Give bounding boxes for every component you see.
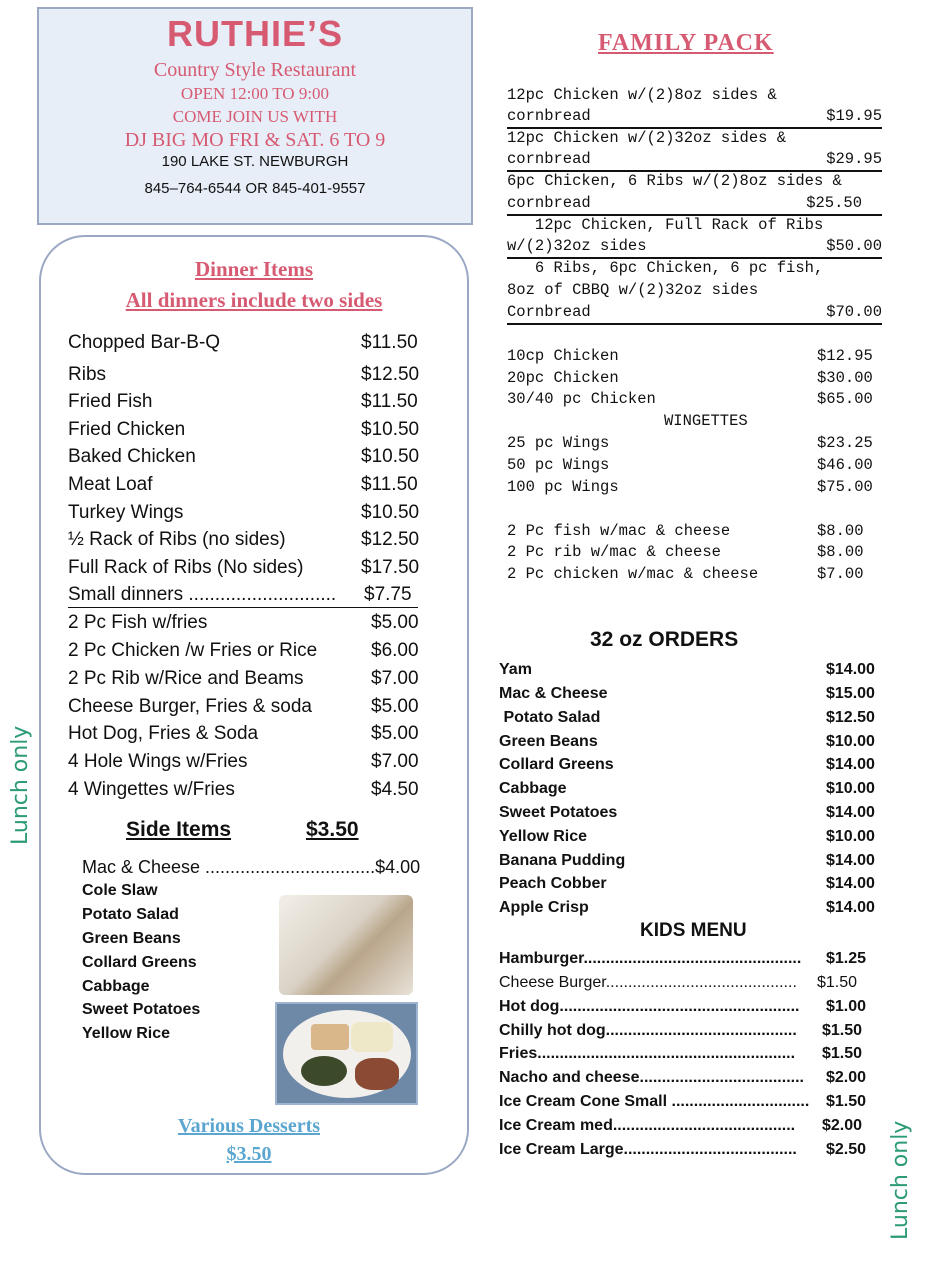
- side-item: Potato Salad: [82, 906, 179, 923]
- order-row: [499, 825, 884, 849]
- kids-row: [499, 995, 884, 1019]
- kids-item-name: Ice Cream Cone Small ...............................: [499, 1093, 810, 1110]
- wings-row: [507, 476, 882, 498]
- order-row: [499, 872, 884, 896]
- kids-item-price: $2.00: [826, 1069, 867, 1086]
- side-items-title: Side Items: [126, 818, 232, 841]
- desserts-price: $3.50: [226, 1143, 272, 1165]
- kids-row: [499, 1138, 884, 1162]
- side-items-price: $3.50: [306, 818, 359, 841]
- kids-menu-title: KIDS MENU: [640, 920, 747, 941]
- restaurant-name: RUTHIE’S: [166, 13, 343, 54]
- menu-item-name: Baked Chicken: [68, 446, 196, 467]
- order-price: $10.00: [826, 780, 875, 797]
- menu-item-price: $10.50: [361, 446, 420, 467]
- menu-item-name: Fried Chicken: [68, 419, 186, 440]
- order-row: [499, 849, 884, 873]
- menu-item-price: $12.50: [361, 529, 420, 550]
- family-pack-line: [507, 105, 882, 129]
- combo-row: [507, 563, 882, 585]
- menu-item-name: ½ Rack of Ribs (no sides): [68, 529, 286, 550]
- order-row: [499, 801, 884, 825]
- item-text: 2 Pc chicken w/mac & cheese: [507, 565, 759, 583]
- item-text: 10cp Chicken: [507, 347, 619, 365]
- orders-32oz-title: 32 oz ORDERS: [590, 628, 739, 651]
- food-greens: [301, 1056, 347, 1086]
- kids-row: [499, 1090, 884, 1114]
- item-text: 100 pc Wings: [507, 478, 619, 496]
- order-row: [499, 777, 884, 801]
- order-row: [499, 658, 884, 682]
- order-price: $14.00: [826, 756, 875, 773]
- menu-item-price: $5.00: [371, 696, 419, 717]
- kids-item-price: $2.50: [826, 1141, 867, 1158]
- side-item: Collard Greens: [82, 954, 197, 971]
- menu-item-price: $11.50: [361, 474, 418, 495]
- item-price: $23.25: [817, 434, 873, 452]
- chicken-row: [507, 345, 882, 367]
- kids-row: [499, 947, 884, 971]
- order-name: Peach Cobber: [499, 875, 607, 892]
- food-photo-container: [279, 895, 413, 995]
- menu-item-name: Cheese Burger, Fries & soda: [68, 696, 312, 717]
- kids-item-name: Ice Cream Large.......................................: [499, 1141, 797, 1158]
- order-price: $10.00: [826, 828, 875, 845]
- menu-item-name: Meat Loaf: [68, 474, 153, 495]
- chicken-row: [507, 388, 882, 410]
- item-price: $12.95: [817, 347, 873, 365]
- line-text: 12pc Chicken, Full Rack of Ribs: [507, 216, 824, 234]
- hours-text: OPEN 12:00 TO 9:00: [180, 84, 330, 103]
- kids-item-price: $1.50: [817, 974, 858, 991]
- join-text: COME JOIN US WITH: [172, 107, 338, 126]
- menu-item-name: Turkey Wings: [68, 502, 184, 523]
- family-pack-line: [507, 127, 882, 149]
- wings-row: [507, 432, 882, 454]
- menu-item-name: 2 Pc Fish w/fries: [68, 612, 208, 633]
- item-text: 2 Pc fish w/mac & cheese: [507, 522, 731, 540]
- line-price: $70.00: [826, 303, 882, 321]
- wingettes-title: WINGETTES: [664, 412, 748, 430]
- handwritten-note-left: Lunch only: [8, 725, 33, 845]
- family-pack-line: [507, 192, 882, 216]
- chicken-row: [507, 367, 882, 389]
- menu-item-name: 4 Hole Wings w/Fries: [68, 751, 248, 772]
- order-price: $14.00: [826, 804, 875, 821]
- line-text: w/(2)32oz sides: [507, 237, 647, 255]
- kids-item-price: $1.25: [826, 950, 867, 967]
- menu-item-price: $7.00: [371, 751, 419, 772]
- order-row: [499, 896, 884, 920]
- family-pack-title: FAMILY PACK: [598, 30, 774, 56]
- order-row: [499, 682, 884, 706]
- item-price: $75.00: [817, 478, 873, 496]
- line-text: cornbread: [507, 194, 591, 212]
- kids-item-price: $2.00: [822, 1117, 863, 1134]
- family-pack-line: [507, 148, 882, 172]
- item-text: 20pc Chicken: [507, 369, 619, 387]
- kids-item-name: Nacho and cheese.....................................: [499, 1069, 804, 1086]
- side-item: Sweet Potatoes: [82, 1001, 201, 1018]
- family-pack-line: [507, 257, 882, 279]
- side-item: Green Beans: [82, 930, 181, 947]
- kids-row: [499, 1019, 884, 1043]
- menu-item-price: $6.00: [371, 640, 419, 661]
- family-pack-line: [507, 279, 882, 301]
- order-price: $14.00: [826, 899, 875, 916]
- item-price: $65.00: [817, 390, 873, 408]
- side-item: Yellow Rice: [82, 1025, 171, 1042]
- kids-item-name: Chilly hot dog...........................................: [499, 1022, 797, 1039]
- family-pack-line: [507, 235, 882, 259]
- order-price: $10.00: [826, 733, 875, 750]
- item-price: $46.00: [817, 456, 873, 474]
- order-name: Sweet Potatoes: [499, 804, 618, 821]
- wings-row: [507, 454, 882, 476]
- kids-item-price: $1.50: [822, 1045, 863, 1062]
- line-text: cornbread: [507, 107, 591, 125]
- order-name: Potato Salad: [499, 709, 601, 726]
- food-ribs: [355, 1058, 399, 1090]
- line-text: 6 Ribs, 6pc Chicken, 6 pc fish,: [507, 259, 824, 277]
- menu-item-name: Full Rack of Ribs (No sides): [68, 557, 304, 578]
- item-text: 2 Pc rib w/mac & cheese: [507, 543, 721, 561]
- combo-row: [507, 541, 882, 563]
- order-name: Green Beans: [499, 733, 598, 750]
- menu-item-name: 2 Pc Rib w/Rice and Beams: [68, 668, 304, 689]
- dj-text: DJ BIG MO FRI & SAT. 6 TO 9: [124, 129, 386, 151]
- line-price: $19.95: [826, 107, 882, 125]
- menu-item-price: $11.50: [361, 391, 418, 412]
- menu-item-price: $10.50: [361, 419, 420, 440]
- kids-item-name: Cheese Burger...........................................: [499, 974, 797, 991]
- phone-text: 845–764-6544 OR 845-401-9557: [144, 180, 366, 197]
- menu-item-price: $11.50: [361, 332, 418, 353]
- menu-item-price: $17.50: [361, 557, 420, 578]
- order-name: Yellow Rice: [499, 828, 588, 845]
- item-text: 50 pc Wings: [507, 456, 610, 474]
- plate-image: [283, 1010, 411, 1098]
- line-price: $29.95: [826, 150, 882, 168]
- menu-item-name: Chopped Bar-B-Q: [68, 332, 221, 353]
- order-price: $14.00: [826, 852, 875, 869]
- kids-item-name: Fries..........................................................: [499, 1045, 796, 1062]
- order-name: Mac & Cheese: [499, 685, 608, 702]
- item-text: 25 pc Wings: [507, 434, 610, 452]
- dinner-title: Dinner Items: [194, 257, 314, 281]
- order-name: Apple Crisp: [499, 899, 589, 916]
- food-cornbread: [311, 1024, 349, 1050]
- handwritten-note-right: Lunch only: [888, 1120, 913, 1240]
- small-dinners-label: Small dinners ............................: [68, 584, 337, 605]
- order-row: [499, 730, 884, 754]
- line-text: cornbread: [507, 150, 591, 168]
- mac-cheese-row: Mac & Cheese ..................................$4.00: [82, 857, 421, 877]
- item-price: $8.00: [817, 522, 864, 540]
- line-text: 12pc Chicken w/(2)32oz sides &: [507, 129, 787, 147]
- item-price: $7.00: [817, 565, 864, 583]
- kids-row: [499, 971, 884, 995]
- order-price: $14.00: [826, 875, 875, 892]
- menu-item-name: 2 Pc Chicken /w Fries or Rice: [68, 640, 318, 661]
- family-pack-line: [507, 214, 882, 236]
- kids-item-price: $1.50: [826, 1093, 867, 1110]
- kids-row: [499, 1066, 884, 1090]
- item-price: $30.00: [817, 369, 873, 387]
- family-pack-line: [507, 170, 902, 192]
- kids-row: [499, 1114, 884, 1138]
- menu-item-name: Hot Dog, Fries & Soda: [68, 723, 259, 744]
- family-pack-line: [507, 301, 882, 325]
- kids-item-name: Hot dog......................................................: [499, 998, 800, 1015]
- line-text: Cornbread: [507, 303, 591, 321]
- address-text: 190 LAKE ST. NEWBURGH: [161, 153, 349, 170]
- food-photo-plate: [275, 1002, 418, 1105]
- dinner-subtitle: All dinners include two sides: [125, 288, 383, 312]
- menu-item-price: $12.50: [361, 364, 420, 385]
- line-text: 6pc Chicken, 6 Ribs w/(2)8oz sides &: [507, 172, 842, 190]
- family-pack-line: [507, 84, 882, 106]
- combo-row: [507, 520, 882, 542]
- line-text: 12pc Chicken w/(2)8oz sides &: [507, 86, 777, 104]
- order-name: Banana Pudding: [499, 852, 626, 869]
- menu-item-name: Ribs: [68, 364, 107, 385]
- menu-item-name: Fried Fish: [68, 391, 153, 412]
- line-text: 8oz of CBBQ w/(2)32oz sides: [507, 281, 759, 299]
- menu-item-price: $10.50: [361, 502, 420, 523]
- menu-item-price: $7.00: [371, 668, 419, 689]
- side-item: Cabbage: [82, 978, 150, 995]
- kids-item-price: $1.50: [822, 1022, 863, 1039]
- order-row: [499, 706, 884, 730]
- order-price: $15.00: [826, 685, 875, 702]
- order-name: Collard Greens: [499, 756, 614, 773]
- order-name: Cabbage: [499, 780, 567, 797]
- food-mac: [351, 1022, 393, 1052]
- kids-item-name: Ice Cream med.........................................: [499, 1117, 796, 1134]
- small-dinners-row: [68, 582, 418, 608]
- order-price: $12.50: [826, 709, 875, 726]
- kids-item-name: Hamburger.................................................: [499, 950, 802, 967]
- item-price: $8.00: [817, 543, 864, 561]
- desserts-title: Various Desserts: [177, 1115, 321, 1137]
- item-text: 30/40 pc Chicken: [507, 390, 656, 408]
- menu-item-price: $4.50: [371, 779, 419, 800]
- line-price: $25.50: [806, 194, 862, 212]
- restaurant-subtitle: Country Style Restaurant: [153, 59, 357, 81]
- order-price: $14.00: [826, 661, 875, 678]
- order-row: [499, 753, 884, 777]
- menu-item-price: $5.00: [371, 723, 419, 744]
- menu-item-price: $5.00: [371, 612, 419, 633]
- order-name: Yam: [499, 661, 532, 678]
- kids-item-price: $1.00: [826, 998, 867, 1015]
- small-dinners-price: $7.75: [364, 584, 412, 605]
- line-price: $50.00: [826, 237, 882, 255]
- kids-row: [499, 1042, 884, 1066]
- side-item: Cole Slaw: [82, 882, 158, 899]
- menu-item-name: 4 Wingettes w/Fries: [68, 779, 235, 800]
